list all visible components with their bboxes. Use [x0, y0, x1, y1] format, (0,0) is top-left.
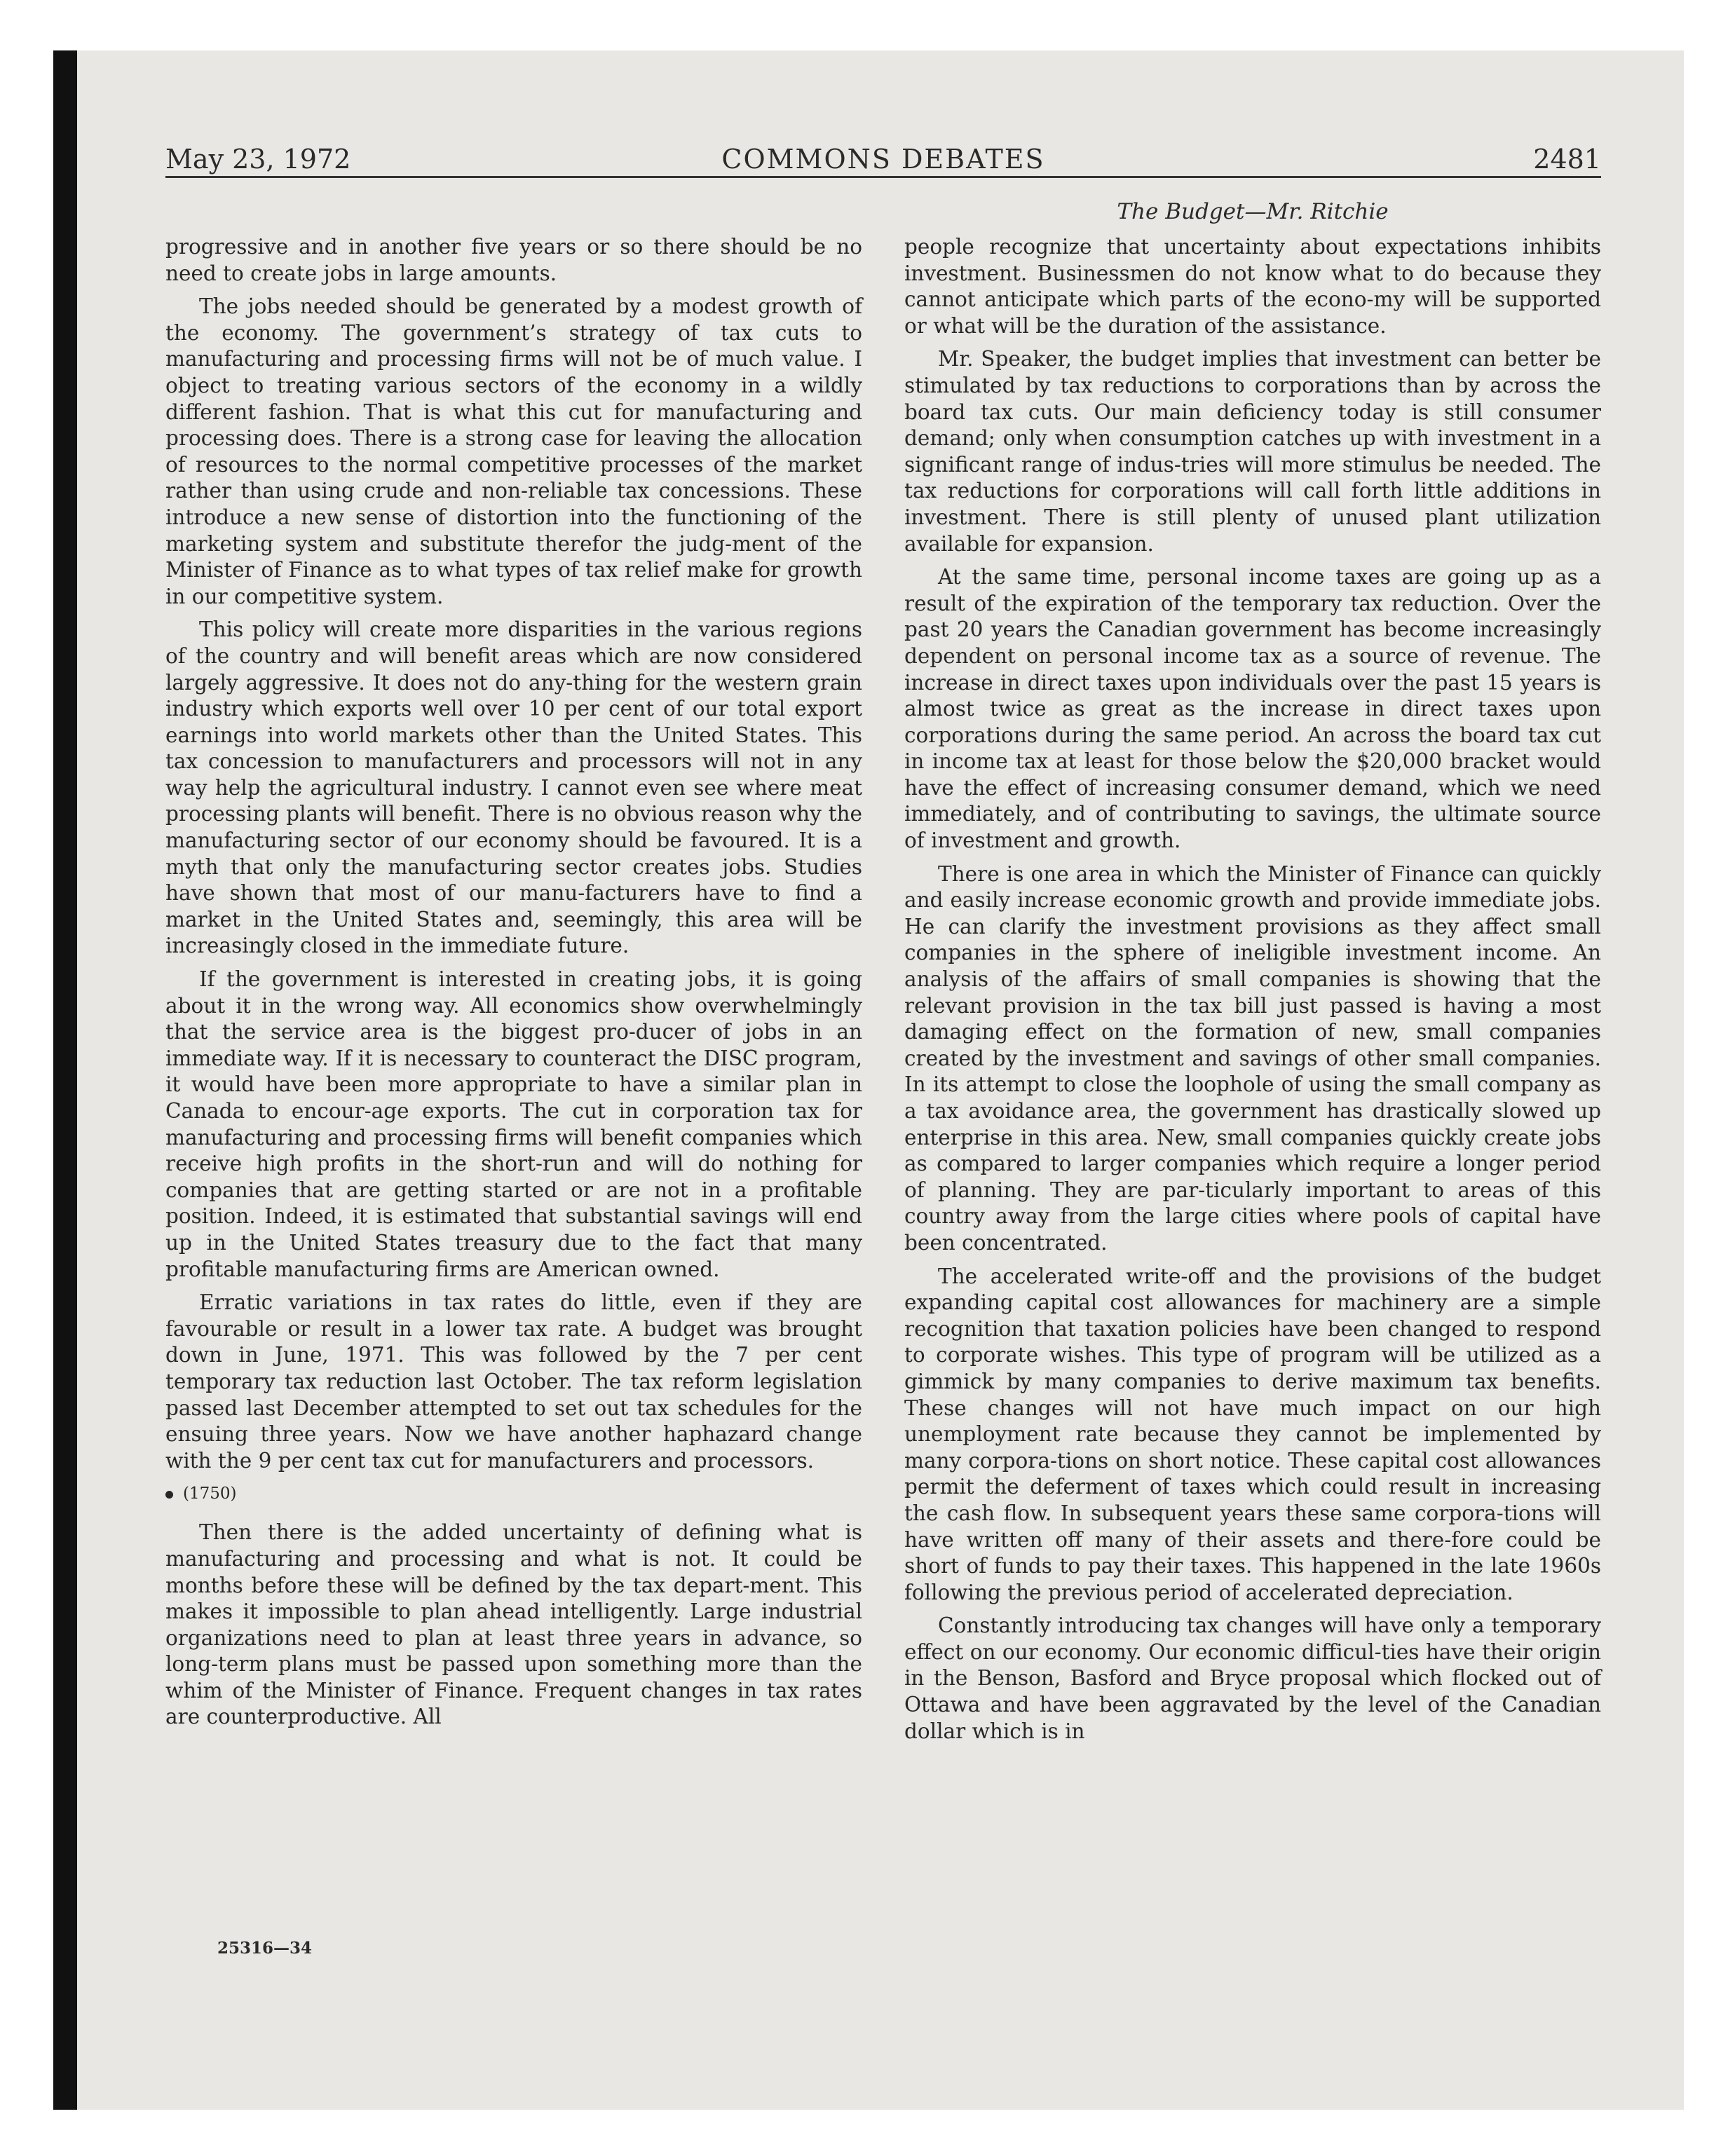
- header-title: COMMONS DEBATES: [721, 144, 1045, 175]
- scan-edge-bar: [53, 50, 77, 2110]
- time-marker: [165, 1481, 862, 1507]
- paragraph: The accelerated write-off and the provisions of the budget expanding capital cost allowances for machinery are a simple recognition that taxation policies have been changed to respond to corporate wishes. This type of program will be utilized as a gimmick by many companies to derive maximum tax benefits. These changes will not have much impact on our high unemployment rate because they cannot be implemented by many corpora-tions on short notice. These capital cost allowances permit the deferment of taxes which could result in increasing the cash flow. In subsequent years these same corpora-tions will have written off many of their assets and there-fore could be short of funds to pay their taxes. This happened in the late 1960s following the previous period of accelerated depreciation.: [904, 1264, 1601, 1604]
- paragraph: At the same time, personal income taxes are going up as a result of the expiration of the temporary tax reduction. Over the past 20 years the Canadian government has become increasingly dependent on personal income tax as a source of revenue. The increase in direct taxes upon individuals over the past 15 years is almost twice as great as the increase in direct taxes upon corporations during the same period. An across the board tax cut in income tax at least for those below the $20,000 bracket would have the effect of increasing consumer demand, which we need immediately, and of contributing to savings, the ultimate source of investment and growth.: [904, 565, 1601, 853]
- running-head: The Budget—Mr. Ritchie: [1117, 199, 1389, 224]
- paragraph: Constantly introducing tax changes will have only a temporary effect on our economy. Our economic difficul-ties have their origin in the Benson, Basford and Bryce proposal which flocked out of Ottawa and have been aggravated by the level of the Canadian dollar which is in: [904, 1613, 1601, 1743]
- time-marker-text: (1750): [183, 1485, 237, 1503]
- paragraph: people recognize that uncertainty about expectations inhibits investment. Businessmen do not know what to do because they cannot anticipate which parts of the econo-my will be supported or what will be the duration of the assistance.: [904, 235, 1601, 338]
- page-number: 2481: [1533, 144, 1601, 175]
- paragraph: progressive and in another five years or so there should be no need to create jobs in large amounts.: [165, 235, 862, 285]
- paragraph: There is one area in which the Minister of Finance can quickly and easily increase economic growth and provide immediate jobs. He can clarify the investment provisions as they affect small companies in the sphere of ineligible investment income. An analysis of the affairs of small companies is showing that the relevant provision in the tax bill just passed is having a most damaging effect on the formation of new, small companies created by the investment and savings of other small companies. In its attempt to close the loophole of using the small company as a tax avoidance area, the government has drastically slowed up enterprise in this area. New, small companies quickly create jobs as compared to larger companies which require a longer period of planning. They are par-ticularly important to areas of this country away from the large cities where pools of capital have been concentrated.: [904, 861, 1601, 1255]
- paragraph: Then there is the added uncertainty of defining what is manufacturing and processing and what is not. It could be months before these will be defined by the tax depart-ment. This makes it impossible to plan ahead intelligently. Large industrial organizations need to plan at least three years in advance, so long-term plans must be passed upon something more than the whim of the Minister of Finance. Frequent changes in tax rates are counterproductive. All: [165, 1520, 862, 1729]
- bullet-dot-icon: [165, 1491, 173, 1499]
- footer-code: 25316—34: [217, 1939, 313, 1958]
- right-column: [904, 234, 1601, 1752]
- paragraph: The jobs needed should be generated by a modest growth of the economy. The government’s strategy of tax cuts to manufacturing and processing firms will not be of much value. I object to treating various sectors of the economy in a wildly different fashion. That is what this cut for manufacturing and processing does. There is a strong case for leaving the allocation of resources to the normal competitive processes of the market rather than using crude and non-reliable tax concessions. These introduce a new sense of distortion into the functioning of the marketing system and substitute therefor the judg-ment of the Minister of Finance as to what types of tax relief make for growth in our competitive system.: [165, 294, 862, 608]
- header-rule: [165, 176, 1601, 178]
- paragraph: This policy will create more disparities in the various regions of the country and will benefit areas which are now considered largely aggressive. It does not do any-thing for the western grain industry which exports well over 10 per cent of our total export earnings into world markets other than the United States. This tax concession to manufacturers and processors will not in any way help the agricultural industry. I cannot even see where meat processing plants will benefit. There is no obvious reason why the manufacturing sector of our economy should be favoured. It is a myth that only the manufacturing sector creates jobs. Studies have shown that most of our manu-facturers have to find a market in the United States and, seemingly, this area will be increasingly closed in the immediate future.: [165, 618, 862, 958]
- paragraph: If the government is interested in creating jobs, it is going about it in the wrong way. All economics show overwhelmingly that the service area is the biggest pro-ducer of jobs in an immediate way. If it is necessary to counteract the DISC program, it would have been more appropriate to have a similar plan in Canada to encour-age exports. The cut in corporation tax for manufacturing and processing firms will benefit companies which receive high profits in the short-run and will do nothing for companies that are getting started or are not in a profitable position. Indeed, it is estimated that substantial savings will end up in the United States treasury due to the fact that many profitable manufacturing firms are American owned.: [165, 967, 862, 1281]
- left-column: [165, 234, 862, 1738]
- paragraph: Mr. Speaker, the budget implies that investment can better be stimulated by tax reductions to corporations than by across the board tax cuts. Our main deficiency today is still consumer demand; only when consumption catches up with investment in a significant range of indus-tries will more stimulus be needed. The tax reductions for corporations will call forth little additions in investment. There is still plenty of unused plant utilization available for expansion.: [904, 347, 1601, 556]
- header-date: May 23, 1972: [165, 144, 351, 175]
- page-header: [165, 144, 1601, 177]
- paragraph: Erratic variations in tax rates do little, even if they are favourable or result in a lower tax rate. A budget was brought down in June, 1971. This was followed by the 7 per cent temporary tax reduction last October. The tax reform legislation passed last December attempted to set out tax schedules for the ensuing three years. Now we have another haphazard change with the 9 per cent tax cut for manufacturers and processors.: [165, 1290, 862, 1473]
